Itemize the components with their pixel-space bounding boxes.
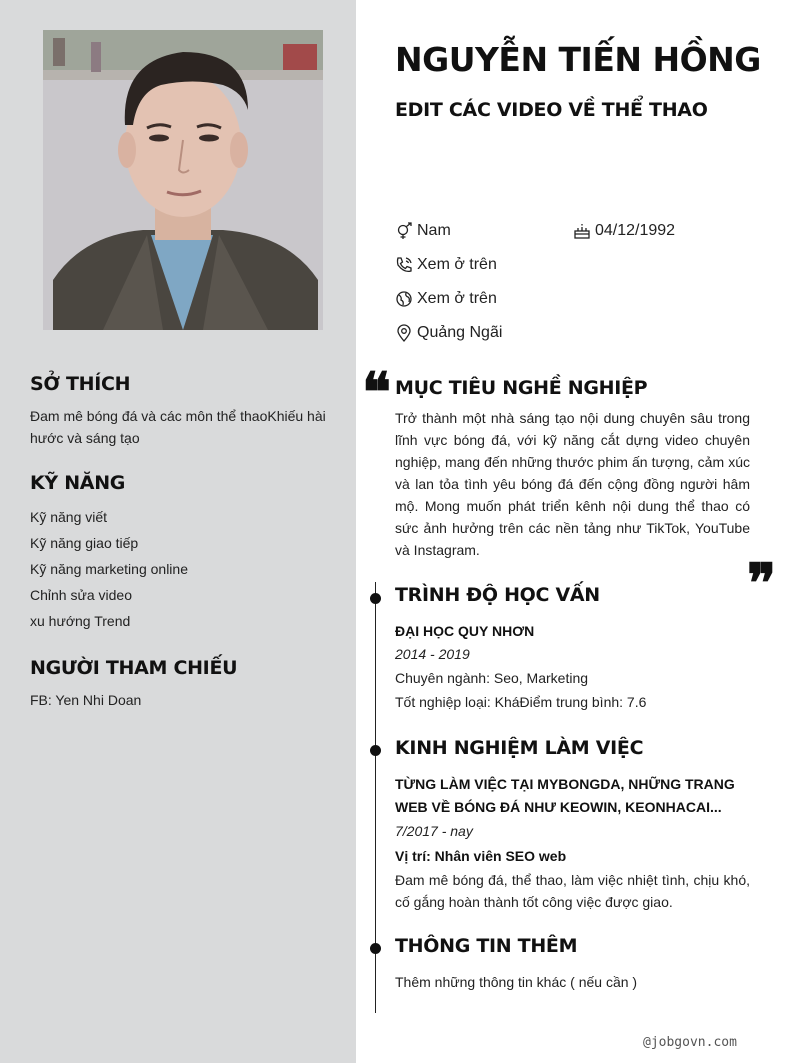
globe-icon: [395, 290, 413, 308]
skill-item: xu hướng Trend: [30, 613, 131, 629]
objective-text: Trở thành một nhà sáng tạo nội dung chuyên sâu trong lĩnh vực bóng đá, với kỹ năng cắt dựng video chuyên nghiệp, mang đến những thước phim ấn tượng, cảm xúc và lan tỏa tình yêu bóng đá đến cộng đồng người hâm mộ. Mong muốn phát triển kênh nội dung thể thao có sức ảnh hưởng trên các nền tảng như TikTok, YouTube và Instagram.: [395, 410, 750, 558]
birthday-value: 04/12/1992: [595, 222, 676, 239]
references-text: FB: Yen Nhi Doan: [30, 692, 142, 708]
phone-info: [395, 256, 497, 274]
education-title: TRÌNH ĐỘ HỌC VẤN: [395, 584, 600, 606]
hobbies-text: Đam mê bóng đá và các môn thể thaoKhiếu hài hước và sáng tạo: [30, 408, 326, 446]
skill-item: Kỹ năng giao tiếp: [30, 535, 139, 551]
school-name: ĐẠI HỌC QUY NHƠN: [395, 623, 535, 639]
location-pin-icon: [395, 324, 413, 342]
website-info: [395, 290, 497, 308]
education-period: 2014 - 2019: [395, 646, 470, 662]
skills-section: [30, 472, 340, 634]
skills-list: [30, 504, 340, 634]
phone-icon: [395, 256, 413, 274]
experience-company: TỪNG LÀM VIỆC TẠI MYBONGDA, NHỮNG TRANG WEB VỀ BÓNG ĐÁ NHƯ KEOWIN, KEONHACAI...: [395, 776, 735, 815]
hobbies-title: SỞ THÍCH: [30, 373, 131, 395]
timeline-dot: [370, 745, 381, 756]
candidate-name: NGUYỄN TIẾN HỒNG: [395, 40, 761, 79]
education-major: Chuyên ngành: Seo, Marketing: [395, 670, 589, 686]
experience-block: [395, 773, 753, 913]
open-quote-icon: ❝: [362, 360, 392, 424]
gender-icon: [395, 222, 413, 240]
phone-value: Xem ở trên: [417, 256, 497, 273]
timeline-dot: [370, 593, 381, 604]
education-block: [395, 620, 753, 714]
watermark: @jobgovn.com: [643, 1035, 737, 1050]
skill-item: Kỹ năng viết: [30, 509, 108, 525]
job-title: EDIT CÁC VIDEO VỀ THỂ THAO: [395, 99, 708, 121]
skills-title: KỸ NĂNG: [30, 472, 126, 494]
gender-info: [395, 222, 451, 240]
references-section: [30, 657, 340, 711]
experience-period: 7/2017 - nay: [395, 823, 473, 839]
timeline-dot: [370, 943, 381, 954]
hobbies-section: [30, 373, 340, 449]
experience-position: Vị trí: Nhân viên SEO web: [395, 848, 567, 864]
birthday-info: [573, 222, 675, 240]
website-value: Xem ở trên: [417, 290, 497, 307]
address-info: [395, 324, 502, 342]
skill-item: Kỹ năng marketing online: [30, 561, 188, 577]
experience-title: KINH NGHIỆM LÀM VIỆC: [395, 737, 644, 759]
objective-title: MỤC TIÊU NGHỀ NGHIỆP: [395, 377, 648, 399]
skill-item: Chỉnh sửa video: [30, 587, 132, 603]
address-value: Quảng Ngãi: [417, 324, 503, 341]
gender-value: Nam: [417, 222, 451, 239]
references-title: NGƯỜI THAM CHIẾU: [30, 657, 238, 679]
cake-icon: [573, 222, 591, 240]
education-grade: Tốt nghiệp loại: KháĐiểm trung bình: 7.6: [395, 694, 647, 710]
close-quote-icon: ❞: [747, 551, 777, 615]
extra-title: THÔNG TIN THÊM: [395, 935, 578, 957]
profile-photo: [43, 30, 323, 330]
experience-description: Đam mê bóng đá, thể thao, làm việc nhiệt tình, chịu khó, cố gắng hoàn thành tốt công việc được giao.: [395, 872, 750, 910]
extra-text: Thêm những thông tin khác ( nếu cần ): [395, 974, 638, 990]
